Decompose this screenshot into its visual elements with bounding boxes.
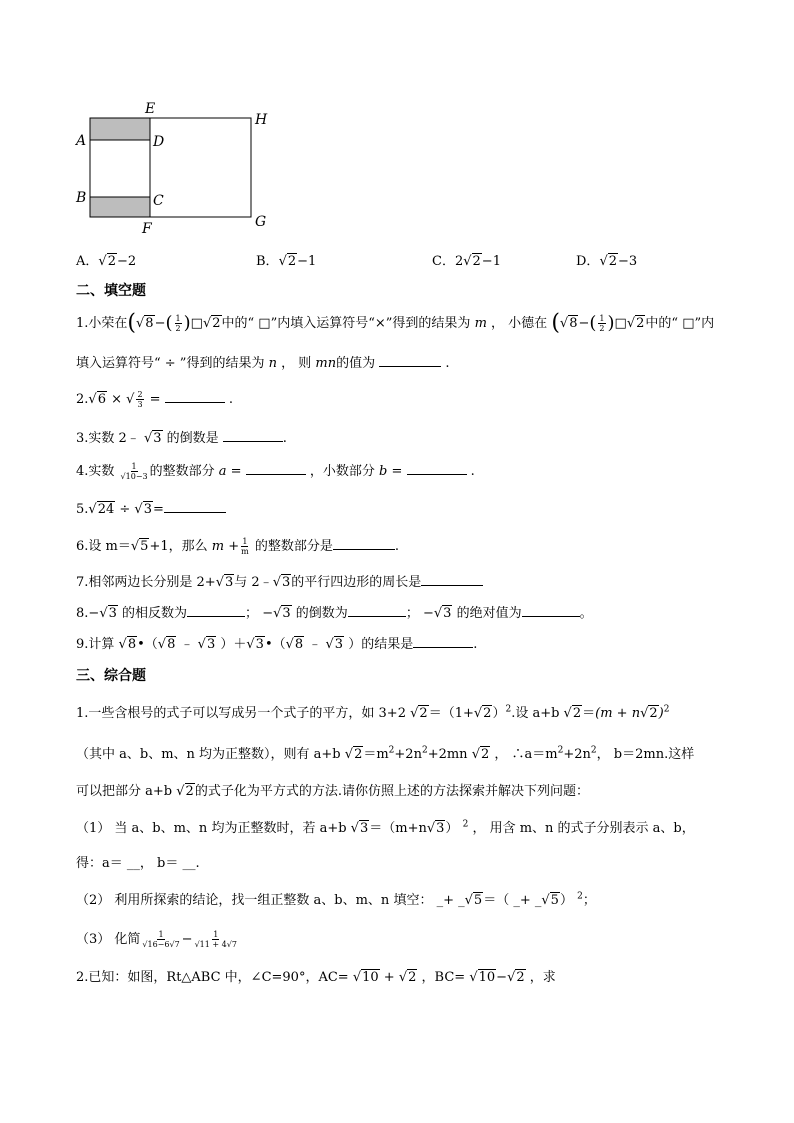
question-2-3: 3.实数 2﹣ √3 的倒数是 . [76, 431, 287, 446]
problem-3-1-line2: （其中 a、b、m、n 均为正整数），则有 a+b $√2=m^2+2n^2+2mn$ √2 ， $\therefore a=m^2+2n^2$， b＝2mn.这样 [76, 745, 695, 762]
label-A: A [76, 133, 87, 149]
label-B: B [76, 190, 87, 206]
shaded-top-strip [90, 118, 150, 140]
section-title-fill-blank: 二、填空题 [76, 283, 146, 299]
outer-rectangle [150, 118, 251, 217]
label-H: H [255, 112, 268, 128]
problem-3-1-line1: 1.一些含根号的式子可以写成另一个式子的平方，如 3+2 $√2=(1+√2)^2$.设 a+b $√2=(m + n√2)^2$ [76, 704, 670, 721]
shaded-bottom-strip [90, 197, 150, 217]
problem-3-1-line3: 可以把部分 a+b √2的式子化为平方式的方法.请你仿照上述的方法探索并解决下列问题： [76, 784, 589, 799]
question-2-4: 4.实数 $\frac{1}{√10-3}$ 的整数部分 a = ，小数部分 b = . [76, 462, 475, 481]
question-2-1-line2: 填入运算符号“ ÷ ”得到的结果为 n ， 则 mn的值为 . [76, 356, 450, 371]
label-D: D [153, 134, 165, 150]
question-2-1-line1: 1.小荣在(√8−( $\frac{1}{2}$ )□√2中的“ □”内填入运算符号“×”得到的结果为 m ， 小德在 (√8−( $\frac{1}{2}$ )□√2中的“ □”内 [76, 310, 715, 336]
problem-3-2: 2.已知：如图，Rt△ABC 中，∠C=90°，AC= √10 + √2 ，BC= √10−√2 ，求 [76, 970, 556, 985]
choice-b: B．√2−1 [256, 254, 317, 269]
section-title-comprehensive: 三、综合题 [76, 668, 146, 684]
choice-c: C．2√2−1 [432, 254, 501, 269]
problem-3-1-part2: （2） 利用所探索的结论，找一组正整数 a、b、m、n 填空： _+ _√5＝（ _+ _√5） $^2$； [76, 891, 596, 908]
question-2-6: 6.设 m＝√5+1，那么 m + $\frac{1}{m}$ 的整数部分是 . [76, 537, 400, 556]
question-2-5: 5.√24 ÷ √3= [76, 500, 226, 517]
question-2-9: 9.计算 √8•（√8 ﹣ √3 ）＋√3•（√8 ﹣ √3 ）的结果是 . [76, 637, 478, 652]
problem-3-1-part3: （3） 化简 $\frac{1}{√16-6√7}$ − $\frac{1}{√11 + 4√7}$ [76, 930, 237, 949]
label-E: E [145, 101, 156, 117]
question-2-7: 7.相邻两边长分别是 2+√3与 2﹣√3的平行四边形的周长是 [76, 571, 483, 590]
label-F: F [142, 221, 152, 237]
question-2-8: 8.−√3 的相反数为 ； −√3 的倒数为 ； −√3 的绝对值为 。 [76, 606, 593, 621]
geometry-figure [70, 98, 280, 238]
label-G: G [255, 214, 267, 230]
problem-3-1-part1-answer: 得：a＝ __， b＝ __. [76, 856, 200, 871]
question-2-2: 2.√6 × √ $\frac{2}{3}$ = . [76, 390, 233, 409]
label-C: C [153, 193, 164, 209]
choice-d: D．√2−3 [576, 254, 638, 269]
choice-a: A．√2−2 [76, 254, 137, 269]
problem-3-1-part1: （1） 当 a、b、m、n 均为正整数时，若 a+b √3＝（m+n√3） $^2$ ， 用含 m、n 的式子分别表示 a、b， [76, 819, 695, 836]
